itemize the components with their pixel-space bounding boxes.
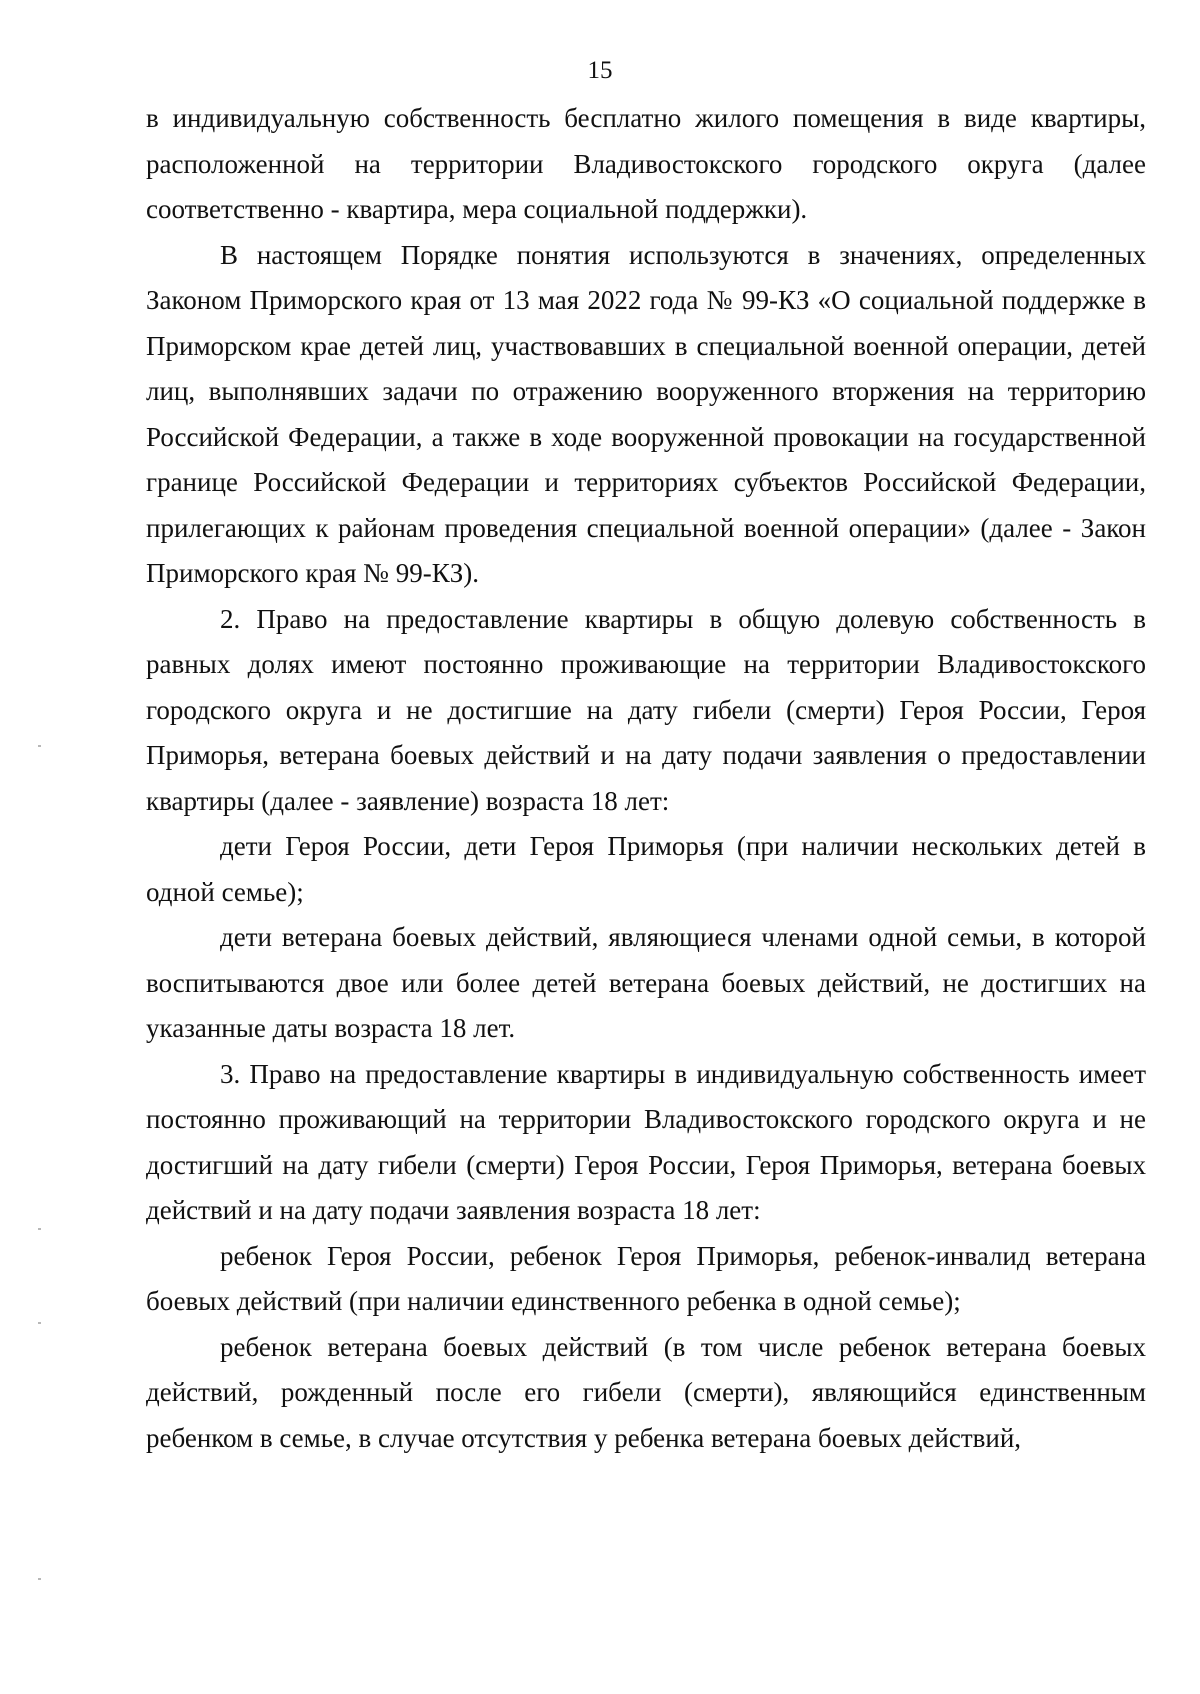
scan-artifact (38, 1228, 41, 1230)
page-number: 15 (587, 57, 613, 84)
paragraph-item-2-children-heroes: дети Героя России, дети Героя Приморья (при наличии нескольких детей в одной семье); (146, 831, 1146, 907)
paragraph-continuation: в индивидуальную собственность бесплатно жилого помещения в виде квартиры, расположенной на территории Владивостокского городского округа (далее соответственно - квартира, мера социальной поддержки). (146, 103, 1146, 224)
paragraph-item-2-children-veterans: дети ветерана боевых действий, являющиеся членами одной семьи, в которой воспитываются двое или более детей ветерана боевых действий, не достигших на указанные даты возраста 18 лет. (146, 922, 1146, 1043)
document-body (146, 96, 1146, 1461)
scan-artifact (38, 1322, 41, 1324)
paragraph-item-3: 3. Право на предоставление квартиры в индивидуальную собственность имеет постоянно проживающий на территории Владивостокского городского округа и не достигший на дату гибели (смерти) Героя России, Героя Приморья, ветерана боевых действий и на дату подачи заявления возраста 18 лет: (146, 1058, 1146, 1225)
scan-artifact (38, 745, 41, 747)
paragraph-item-3-child-veteran: ребенок ветерана боевых действий (в том числе ребенок ветерана боевых действий, рожденный после его гибели (смерти), являющийся единственным ребенком в семье, в случае отсутствия у ребенка ветерана боевых действий, (146, 1331, 1146, 1453)
paragraph-item-3-child-heroes: ребенок Героя России, ребенок Героя Приморья, ребенок-инвалид ветерана боевых действий (при наличии единственного ребенка в одной семье); (146, 1240, 1146, 1316)
paragraph-item-2: 2. Право на предоставление квартиры в общую долевую собственность в равных долях имеют постоянно проживающие на территории Владивостокского городского округа и не достигшие на дату гибели (смерти) Героя России, Героя Приморья, ветерана боевых действий и на дату подачи заявления о предоставлении квартиры (далее - заявление) возраста 18 лет: (146, 603, 1146, 816)
paragraph-definitions: В настоящем Порядке понятия используются в значениях, определенных Законом Приморского края от 13 мая 2022 года № 99-КЗ «О социальной поддержке в Приморском крае детей лиц, участвовавших в специальной военной операции, детей лиц, выполнявших задачи по отражению вооруженного вторжения на территорию Российской Федерации, а также в ходе вооруженной провокации на государственной границе Российской Федерации и территориях субъектов Российской Федерации, прилегающих к районам проведения специальной военной операции» (далее - Закон Приморского края № 99-КЗ). (146, 239, 1146, 588)
scan-artifact (38, 1578, 41, 1580)
